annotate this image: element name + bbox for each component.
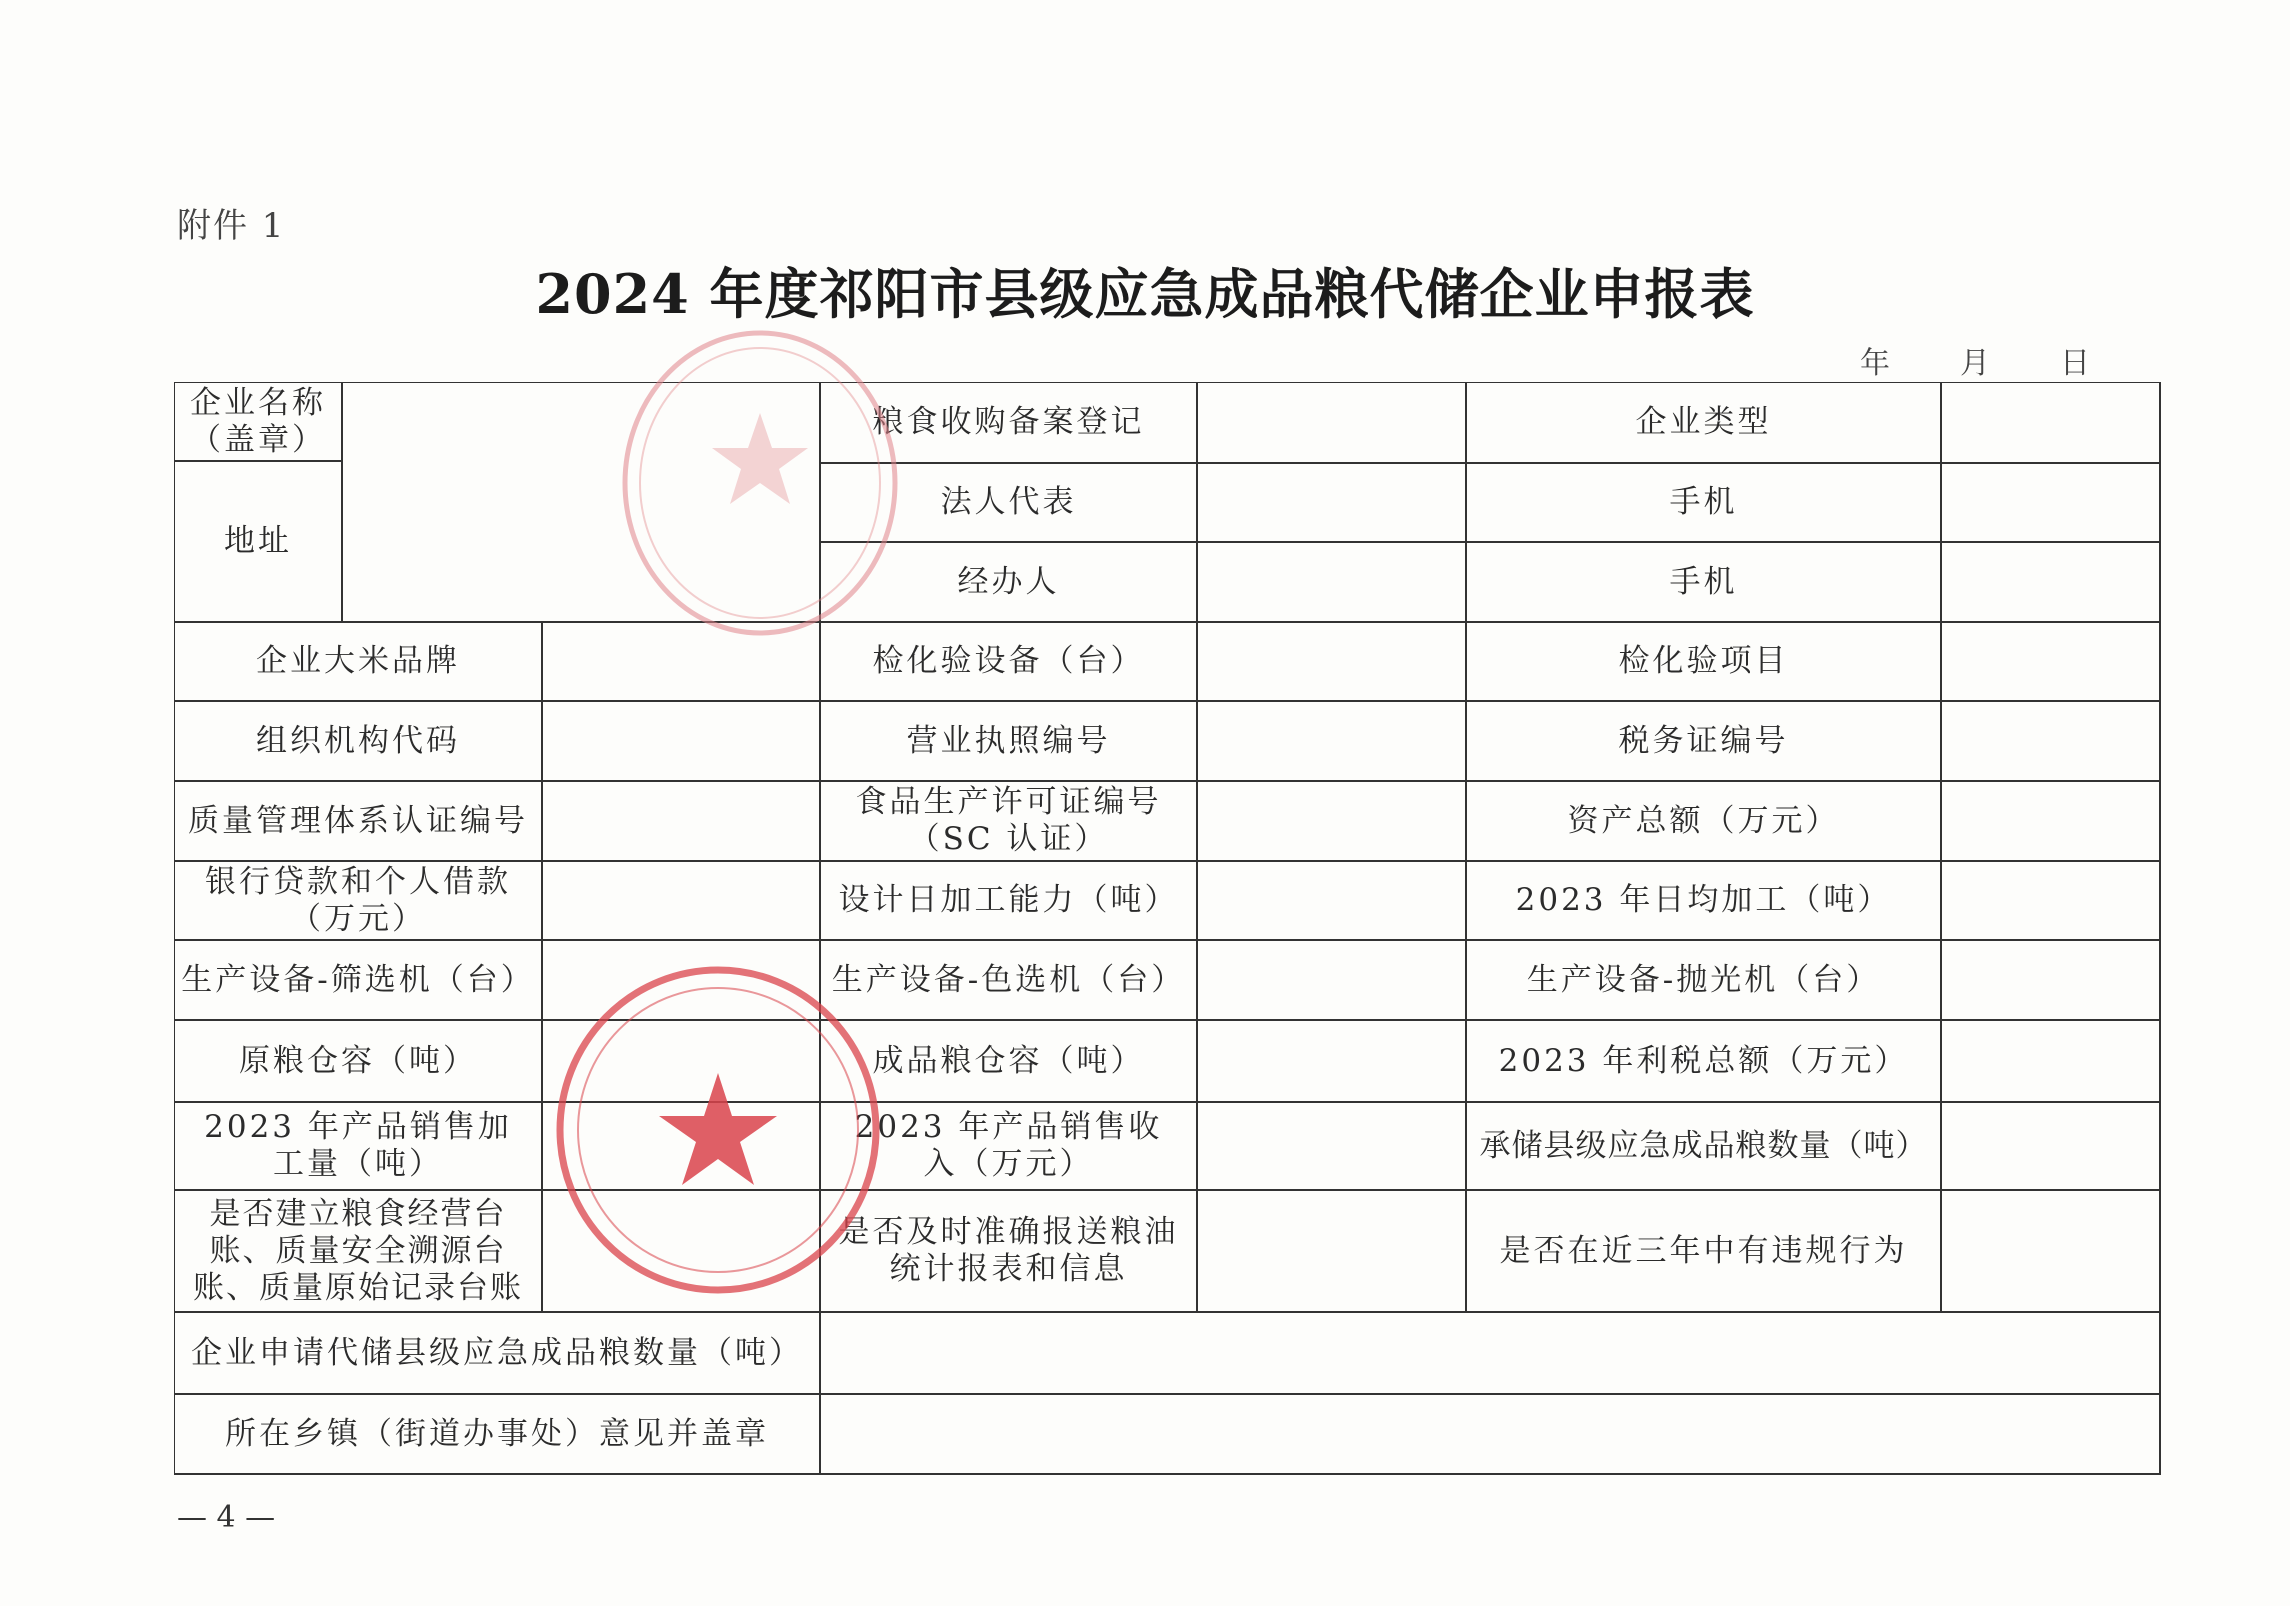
date-line <box>1860 338 2090 382</box>
label-legal-representative: 法人代表 <box>940 484 1077 520</box>
label-timely-reporting: 是否及时准确报送粮油统计报表和信息 <box>838 1214 1179 1287</box>
label-sales-revenue-2023: 2023 年产品销售收入（万元） <box>854 1109 1163 1182</box>
label-inspection-items: 检化验项目 <box>1618 643 1789 679</box>
label-total-assets: 资产总额（万元） <box>1567 802 1840 839</box>
seal-mark-bottom <box>548 958 888 1303</box>
date-month: 月 <box>1960 346 1990 381</box>
label-township-opinion: 所在乡镇（街道办事处）意见并盖章 <box>225 1415 769 1452</box>
label-violations-3yrs: 是否在近三年中有违规行为 <box>1499 1232 1908 1269</box>
value-applied-reserve-quantity[interactable] <box>820 1312 2160 1394</box>
value-grain-purchase-registration[interactable] <box>1197 382 1466 463</box>
label-avg-processing-2023: 2023 年日均加工（吨） <box>1515 882 1892 918</box>
label-food-license-no: 食品生产许可证编号（SC 认证） <box>855 784 1162 857</box>
label-raw-grain-capacity: 原粮仓容（吨） <box>239 1042 477 1079</box>
label-equip-polisher: 生产设备-抛光机（台） <box>1526 961 1881 998</box>
label-finished-grain-capacity: 成品粮仓容（吨） <box>872 1042 1145 1079</box>
page-number: — 4 — <box>177 1500 276 1535</box>
label-tax-registration-no: 税务证编号 <box>1618 722 1789 759</box>
label-quality-cert-no: 质量管理体系认证编号 <box>188 802 528 839</box>
label-bank-loans: 银行贷款和个人借款（万元） <box>205 863 511 937</box>
label-mobile-1: 手机 <box>1669 484 1738 520</box>
label-handler: 经办人 <box>957 563 1060 600</box>
value-enterprise-type[interactable] <box>1941 382 2160 463</box>
label-ledgers-established: 是否建立粮食经营台账、质量安全溯源台账、质量原始记录台账 <box>193 1195 523 1306</box>
date-day: 日 <box>2060 346 2090 381</box>
label-equip-screening: 生产设备-筛选机（台） <box>181 961 535 998</box>
label-equip-color-sorter: 生产设备-色选机（台） <box>831 961 1186 998</box>
label-tax-profit-2023: 2023 年利税总额（万元） <box>1498 1042 1909 1079</box>
label-mobile-2: 手机 <box>1669 563 1738 600</box>
label-business-license-no: 营业执照编号 <box>906 722 1111 759</box>
label-company-name: 企业名称（盖章） <box>190 384 326 458</box>
application-form <box>174 382 2164 1482</box>
label-county-reserve-quantity: 承储县级应急成品粮数量（吨） <box>1479 1127 1928 1164</box>
label-design-capacity: 设计日加工能力（吨） <box>838 882 1179 918</box>
attachment-label: 附件 1 <box>177 206 286 246</box>
label-grain-purchase-registration: 粮食收购备案登记 <box>872 404 1145 440</box>
seal-mark-top <box>610 318 910 648</box>
label-sales-volume-2023: 2023 年产品销售加工量（吨） <box>204 1109 512 1182</box>
label-inspection-equipment: 检化验设备（台） <box>872 643 1145 679</box>
label-applied-reserve-quantity: 企业申请代储县级应急成品粮数量（吨） <box>191 1334 803 1371</box>
label-address: 地址 <box>224 523 292 559</box>
date-year: 年 <box>1860 346 1890 381</box>
form-title: 2024 年度祁阳市县级应急成品粮代储企业申报表 <box>535 262 1755 326</box>
value-township-opinion[interactable] <box>820 1394 2160 1474</box>
label-org-code: 组织机构代码 <box>256 722 460 759</box>
label-rice-brand: 企业大米品牌 <box>256 643 460 679</box>
label-enterprise-type: 企业类型 <box>1635 404 1772 440</box>
